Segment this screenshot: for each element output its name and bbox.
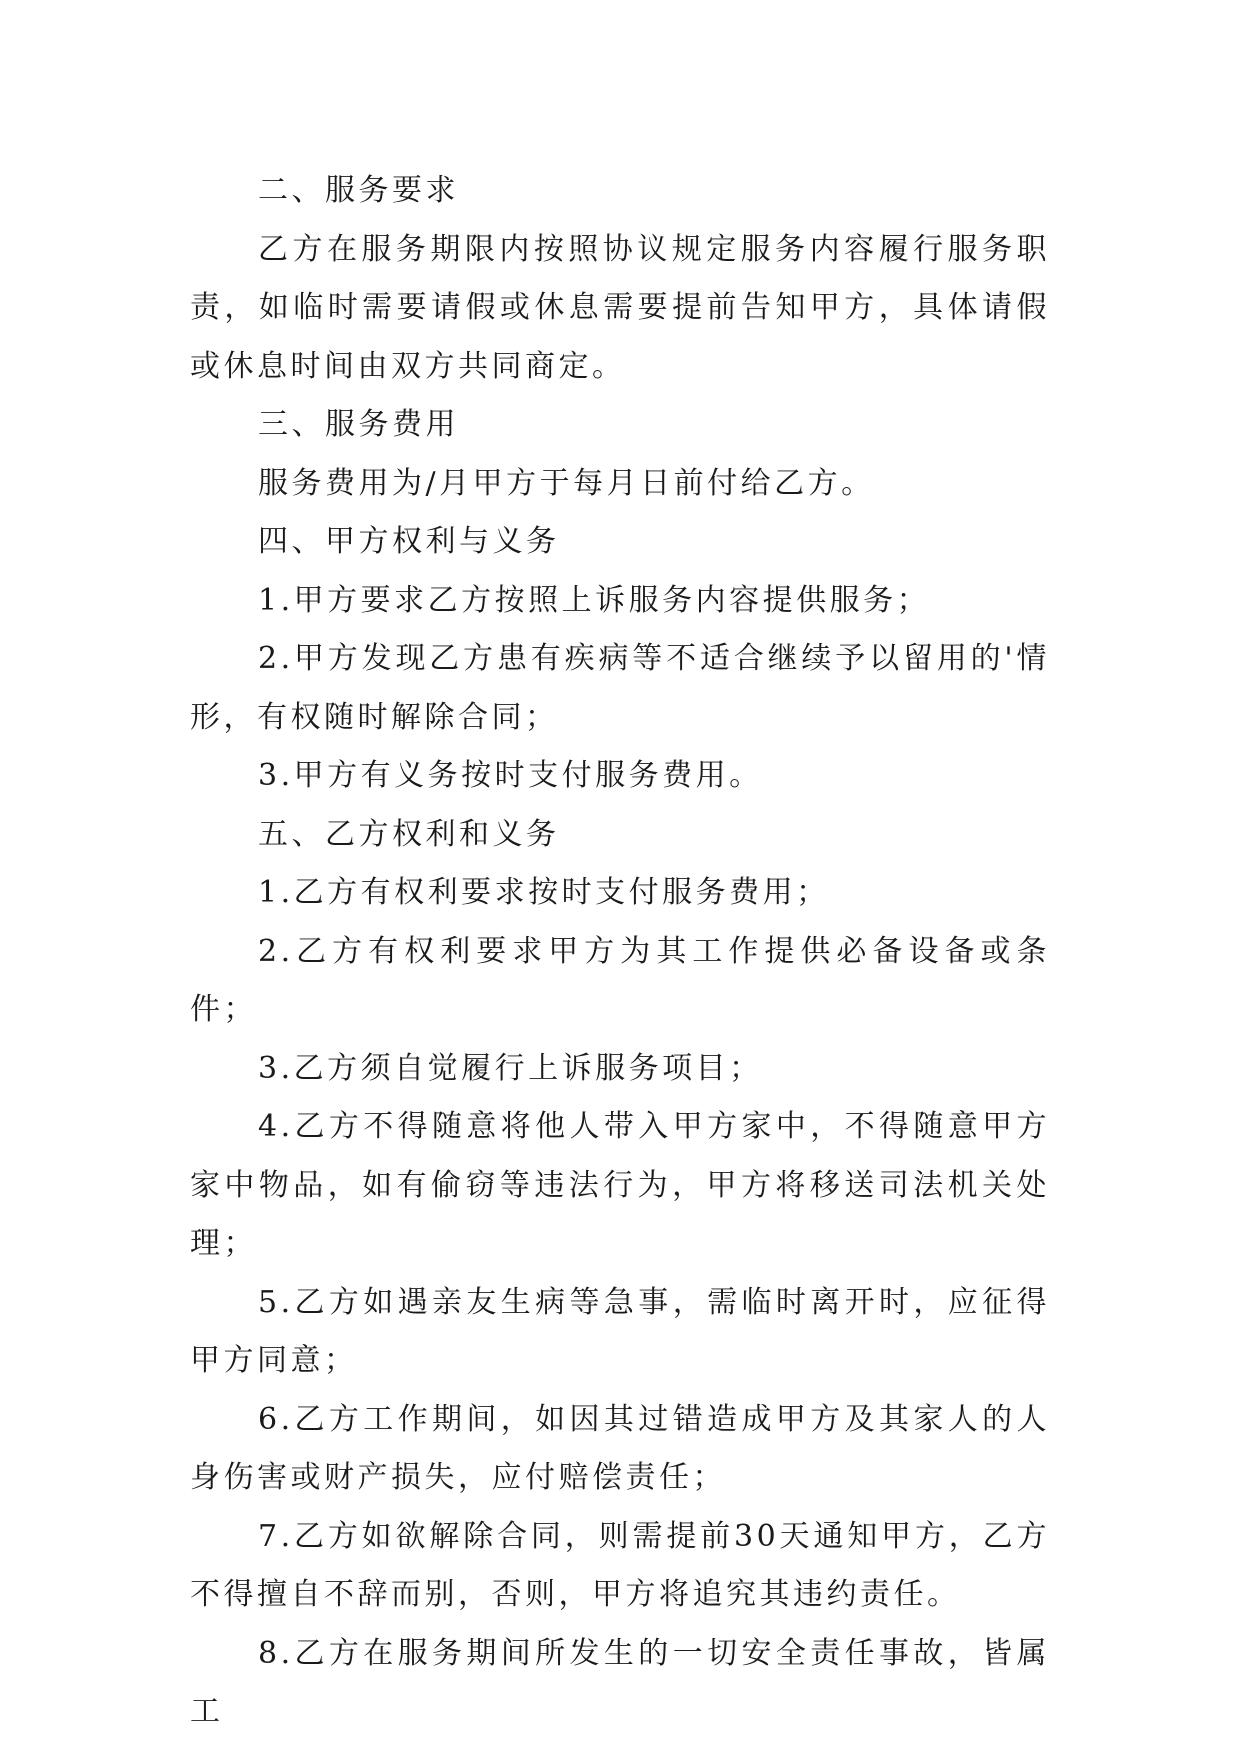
list-item: 1.甲方要求乙方按照上诉服务内容提供服务； (258, 582, 931, 618)
list-item: 5.乙方如遇亲友生病等急事，需临时离开时，应征得甲方同意； (190, 1284, 1050, 1378)
paragraph: 服务费用为/月甲方于每月日前付给乙方。 (258, 465, 875, 501)
list-item: 2.甲方发现乙方患有疾病等不适合继续予以留用的'情形，有权随时解除合同； (190, 641, 1050, 735)
list-item: 3.甲方有义务按时支付服务费用。 (258, 758, 763, 793)
list-item: 1.乙方有权利要求按时支付服务费用； (258, 875, 830, 910)
document-body (190, 162, 1050, 1742)
section-heading: 四、甲方权利与义务 (258, 524, 560, 559)
section-heading: 二、服务要求 (258, 173, 459, 208)
list-item: 7.乙方如欲解除合同，则需提前30天通知甲方，乙方不得擅自不辞而别，否则，甲方将追究其违约责任。 (190, 1518, 1050, 1612)
section-heading: 三、服务费用 (258, 407, 459, 442)
list-item: 6.乙方工作期间，如因其过错造成甲方及其家人的人身伤害或财产损失，应付赔偿责任； (190, 1401, 1050, 1495)
list-item: 2.乙方有权利要求甲方为其工作提供必备设备或条件； (190, 933, 1050, 1027)
list-item: 4.乙方不得随意将他人带入甲方家中，不得随意甲方家中物品，如有偷窃等违法行为，甲方将移送司法机关处理； (190, 1109, 1050, 1261)
list-item: 8.乙方在服务期间所发生的一切安全责任事故，皆属工 (190, 1635, 1050, 1729)
section-heading: 五、乙方权利和义务 (258, 816, 560, 852)
paragraph: 乙方在服务期限内按照协议规定服务内容履行服务职责，如临时需要请假或休息需要提前告知甲方，具体请假或休息时间由双方共同商定。 (190, 231, 1050, 384)
list-item: 3.乙方须自觉履行上诉服务项目； (258, 1050, 763, 1086)
